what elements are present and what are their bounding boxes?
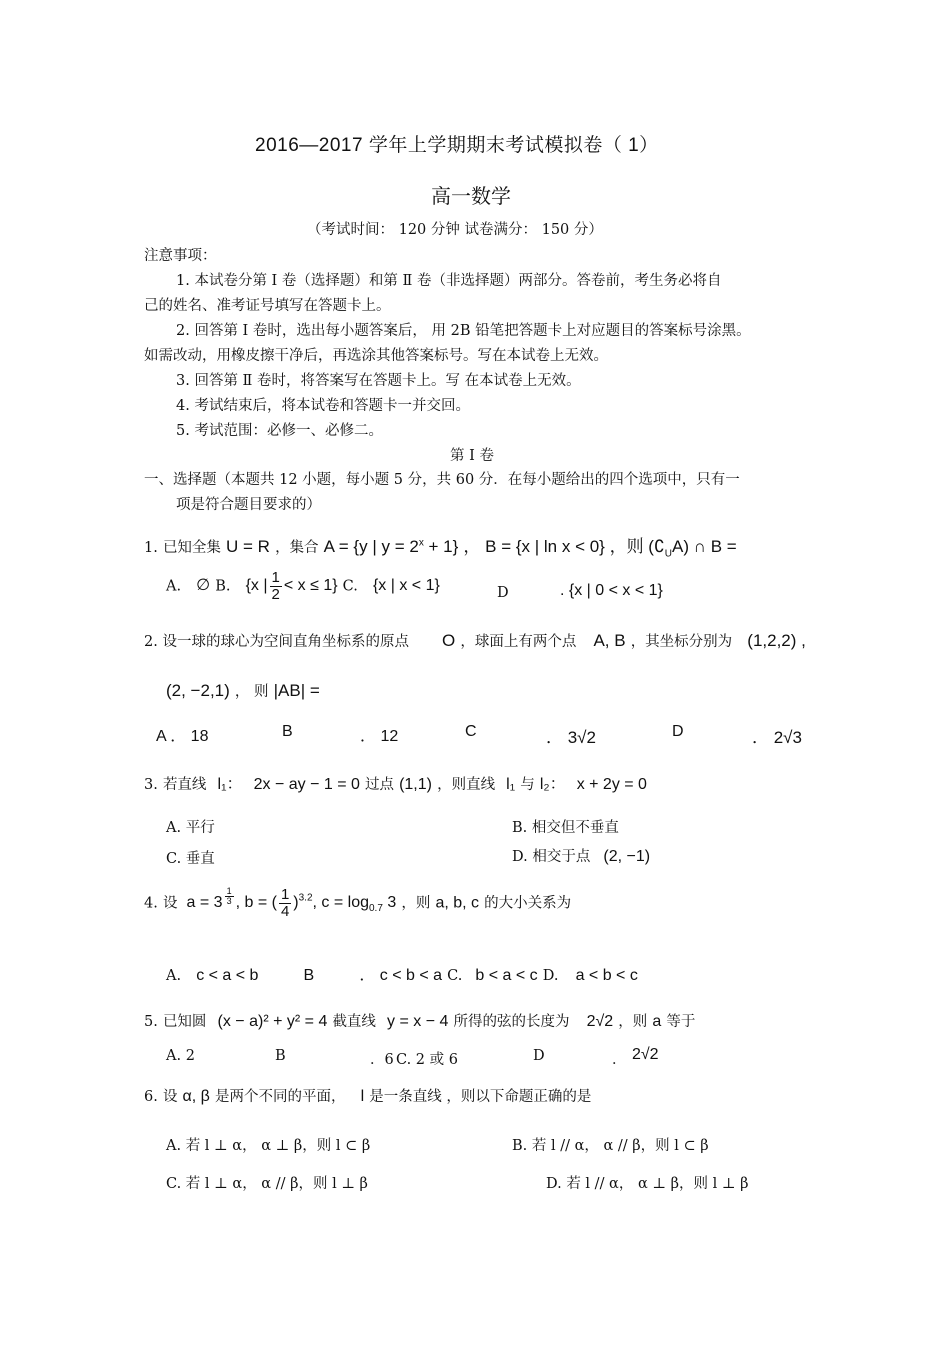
q1-option-b-label: B.: [215, 578, 231, 595]
q2-math-point-b: (2, −2,1): [166, 681, 230, 700]
q5-option-b: ．6: [370, 1052, 394, 1068]
q5-stem-a: 已知圆: [162, 1014, 207, 1030]
q5-math-a: a: [652, 1013, 662, 1030]
q1-math-universe: U = R: [226, 537, 270, 556]
q2-option-d-label: D: [672, 723, 684, 740]
q2-stem-a: 2. 设一球的球心为空间直角坐标系的原点: [144, 634, 409, 650]
q3-option-a: A. 平行: [166, 820, 215, 836]
q1-stem-b: ，集合: [275, 540, 319, 556]
q3-math-l1-ref: l₁: [506, 776, 516, 793]
q3-option-d: D. 相交于点: [512, 849, 591, 865]
q3-math-point: (1,1): [399, 776, 432, 793]
q4-option-c-label: C.: [447, 968, 463, 984]
q2-option-a: A ． 18: [156, 728, 209, 745]
q2-option-b: ． 12: [360, 728, 399, 745]
notice-heading: 注意事项：: [144, 248, 217, 264]
q1-option-c: {x | x < 1}: [372, 577, 440, 595]
q3-option-d-wrap: [512, 845, 650, 866]
q1-stem-a: 已知全集: [162, 540, 221, 556]
section-heading: 一、选择题（本题共 12 小题，每小题 5 分，共 60 分．在每小题给出的四个选项中，只有一: [144, 472, 740, 488]
q6-math-line: l: [360, 1088, 365, 1105]
q2-math-origin: O: [442, 631, 456, 650]
q5-option-d-dot: ．: [612, 1052, 627, 1068]
q5-stem-b: 截直线: [332, 1014, 376, 1030]
q2-math-points: A, B: [593, 631, 626, 650]
q2-math-point-a: (1,2,2) ,: [747, 631, 806, 650]
q3-math-line2: x + 2y = 0: [576, 776, 647, 793]
q4-math-expr: a = 3 $\frac{1}{3}$ , b = ( $\frac{1}{4}$ )$^{3.2}$, $c = \log_{0.7} 3$: [186, 886, 397, 920]
q5-math-circle: (x − a)² + y² = 4: [217, 1013, 328, 1030]
q5-stem-c: 所得的弦的长度为: [453, 1014, 570, 1030]
q5-number: 5.: [144, 1014, 158, 1030]
q5-stem-d: ，则: [618, 1014, 648, 1030]
q6-option-c: C. 若 l ⊥ α， α // β，则 l ⊥ β: [166, 1176, 368, 1192]
q4-option-d-label: D.: [542, 968, 559, 984]
q3-stem-a: 若直线: [162, 777, 207, 793]
q6-option-a: A. 若 l ⊥ α， α ⊥ β，则 l ⊂ β: [166, 1138, 371, 1154]
q1-options: [166, 570, 440, 603]
q3-stem-c: ，则直线: [437, 777, 496, 793]
q6-number: 6.: [144, 1089, 158, 1105]
q5-stem-e: 等于: [666, 1014, 696, 1030]
q3-option-b: B. 相交但不垂直: [512, 820, 619, 836]
q1-option-c-label: C.: [342, 578, 358, 595]
q2-line-2: [166, 680, 320, 701]
q3-stem-b: 过点: [364, 777, 394, 793]
q4-option-b: ． c < b < a: [359, 967, 443, 984]
question-3: [144, 771, 647, 794]
q5-option-c: C. 2 或 6: [396, 1052, 458, 1068]
q2-option-b-label: B: [282, 723, 293, 740]
exam-info: （考试时间： 120 分钟 试卷满分： 150 分）: [307, 222, 603, 238]
notice-item-1-cont: 己的姓名、准考证号填写在答题卡上。: [144, 298, 391, 314]
question-4: [144, 887, 571, 920]
exam-title: 2016—2017 学年上学期期末考试模拟卷（ 1）: [255, 135, 659, 156]
q4-option-a: c < a < b: [196, 967, 259, 984]
q4-math-abc: a, b, c: [435, 894, 480, 912]
q1-option-d-label: D: [497, 585, 509, 601]
q2-stem-c: ，其坐标分别为: [630, 634, 733, 650]
q3-option-d-point: (2, −1): [603, 848, 651, 865]
q6-stem-b: 是两个不同的平面，: [214, 1089, 346, 1105]
q6-stem-a: 设: [162, 1089, 178, 1105]
q4-stem-c: 的大小关系为: [484, 895, 572, 912]
q2-option-c: ． 3√2: [546, 728, 596, 747]
subject-title: 高一数学: [431, 184, 511, 208]
question-2: [144, 630, 806, 651]
q1-option-a-label: A.: [166, 578, 182, 595]
notice-item-2: 2. 回答第 Ⅰ 卷时，选出每小题答案后， 用 2B 铅笔把答题卡上对应题目的答案标号涂黑。: [176, 323, 751, 339]
q4-stem-b: ，则: [401, 895, 431, 912]
q2-option-d: ． 2√3: [752, 728, 802, 747]
q4-options: [166, 962, 638, 985]
q5-option-a: A. 2: [166, 1048, 195, 1064]
q4-option-d: a < b < c: [575, 967, 638, 984]
q3-number: 3.: [144, 777, 158, 793]
q4-number: 4.: [144, 895, 158, 912]
q1-option-a: ∅: [196, 577, 211, 595]
q2-stem-d: ， 则: [234, 684, 269, 700]
notice-item-5: 5. 考试范围：必修一、必修二。: [176, 423, 383, 439]
q4-stem-a: 设: [162, 895, 178, 912]
q3-math-l2: l₂：: [539, 776, 566, 793]
q2-math-distance: |AB| =: [273, 681, 320, 700]
q1-math-set-b: ， B = {x | ln x < 0} ，则 $(∁_UA)$ ∩ B =: [463, 537, 737, 560]
q1-option-b: {x | $\frac{1}{2}$ < x ≤ 1}: [245, 569, 338, 603]
notice-item-1: 1. 本试卷分第 Ⅰ 卷（选择题）和第 Ⅱ 卷（非选择题）两部分。答卷前，考生务必将自: [176, 273, 722, 289]
q3-math-line1: 2x − ay − 1 = 0: [253, 776, 360, 793]
q6-stem-c: 是一条直线 ，则以下命题正确的是: [369, 1089, 592, 1105]
q6-option-b: B. 若 l // α， α // β，则 l ⊂ β: [512, 1138, 709, 1154]
q5-math-chord: 2√2: [586, 1013, 614, 1030]
question-5: [144, 1010, 695, 1031]
q1-option-d: . {x | 0 < x < 1}: [560, 582, 663, 599]
q4-option-a-label: A.: [166, 968, 182, 984]
q5-option-b-label: B: [275, 1048, 286, 1064]
q2-option-c-label: C: [465, 723, 477, 740]
q4-option-b-label: B: [303, 967, 315, 984]
q5-math-line: y = x − 4: [387, 1013, 449, 1030]
notice-item-3: 3. 回答第 Ⅱ 卷时，将答案写在答题卡上。写 在本试卷上无效。: [176, 373, 581, 389]
part-label: 第 Ⅰ 卷: [450, 448, 494, 464]
notice-item-4: 4. 考试结束后，将本试卷和答题卡一并交回。: [176, 398, 470, 414]
notice-item-2-cont: 如需改动，用橡皮擦干净后，再选涂其他答案标号。写在本试卷上无效。: [144, 348, 608, 364]
q5-option-d: 2√2: [632, 1046, 659, 1063]
q3-option-c: C. 垂直: [166, 851, 215, 867]
q6-math-planes: α, β: [182, 1088, 210, 1105]
q1-number: 1.: [144, 540, 158, 556]
q6-option-d: D. 若 l // α， α ⊥ β，则 l ⊥ β: [546, 1176, 749, 1192]
section-heading-cont: 项是符合题目要求的）: [176, 497, 321, 513]
q4-option-c: b < a < c: [475, 967, 538, 984]
q1-math-set-a: A = {y | $y = 2^x + 1$}: [323, 537, 459, 556]
q3-math-l1: l₁：: [217, 776, 243, 793]
question-6: [144, 1085, 591, 1106]
q2-stem-b: ，球面上有两个点: [460, 634, 577, 650]
q5-option-d-label: D: [533, 1048, 545, 1064]
q3-stem-d: 与: [520, 777, 535, 793]
question-1: [144, 532, 737, 559]
